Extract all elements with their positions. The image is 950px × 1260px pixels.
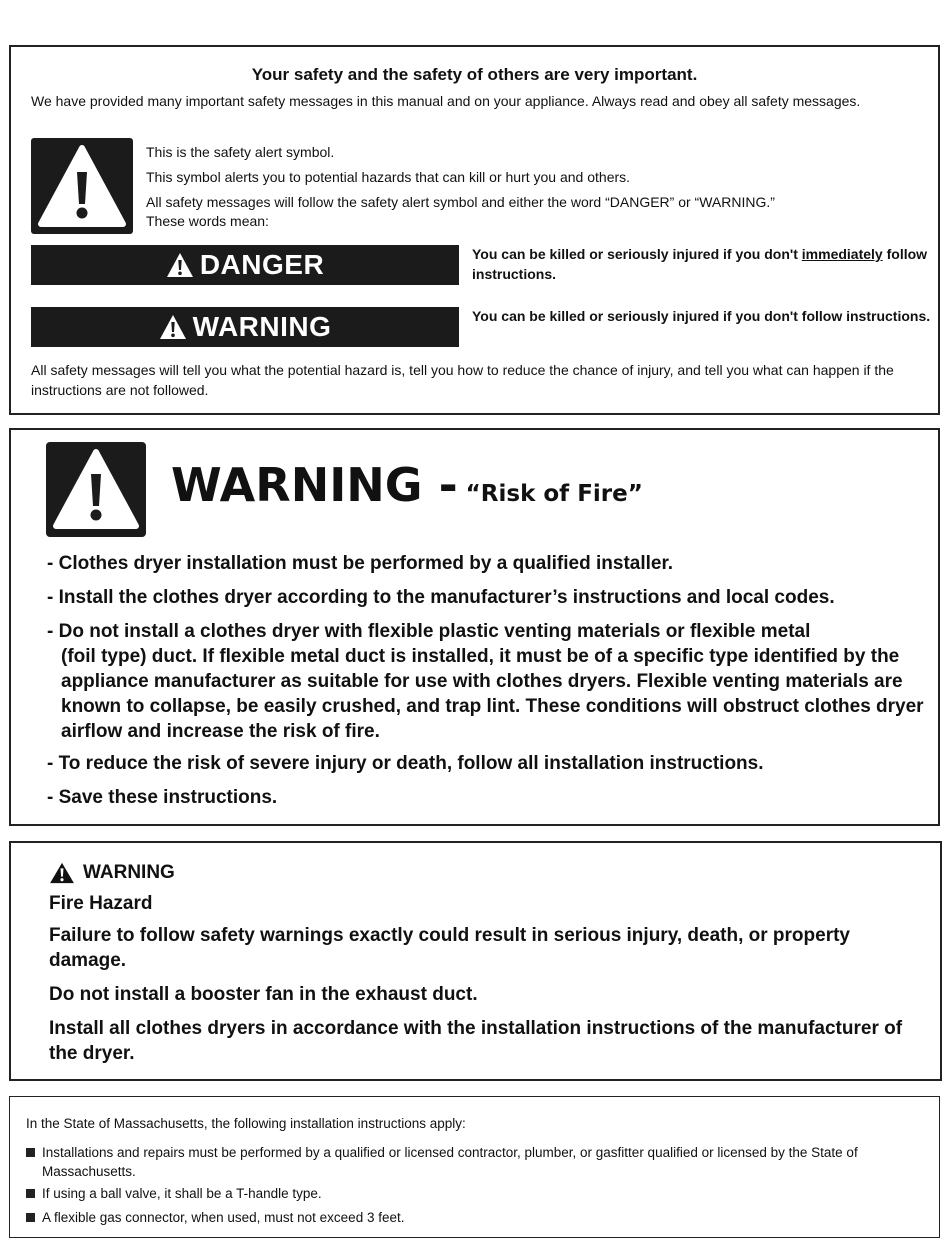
item-text: - Clothes dryer installation must be performed by a qualified installer.	[47, 553, 674, 574]
massachusetts-panel	[9, 1096, 940, 1238]
warning-triangle-icon	[46, 442, 146, 537]
fire-warning-item	[47, 785, 927, 810]
fire-warning-item	[47, 619, 927, 744]
danger-desc-emphasis: immediately	[801, 246, 883, 262]
fire-warning-subtitle: “Risk of Fire”	[465, 481, 643, 507]
fire-warning-heading	[171, 458, 643, 512]
item-text: - Do not install a clothes dryer with flexible plastic venting materials or flexible metal	[47, 621, 811, 642]
massachusetts-list-item	[26, 1208, 916, 1227]
safety-intro-panel	[9, 45, 940, 415]
massachusetts-list-item	[26, 1184, 916, 1203]
item-text-continued: (foil type) duct. If flexible metal duct is installed, it must be of a specific type identified by the appliance manufacturer as suitable for use with clothes dryers. Flexible venting materials are known to collapse, be easily crushed, and trap lint. These conditions will obstruct clothes dryer airflow and increase the risk of fire.	[61, 646, 924, 742]
danger-desc-end: follow instructions.	[472, 246, 928, 282]
massachusetts-list-item	[26, 1143, 916, 1181]
risk-of-fire-panel	[9, 428, 940, 826]
fire-hazard-title: Fire Hazard	[49, 893, 153, 914]
massachusetts-intro: In the State of Massachusetts, the following installation instructions apply:	[26, 1116, 466, 1131]
warning-triangle-icon	[49, 862, 75, 884]
list-item-text: If using a ball valve, it shall be a T-handle type.	[42, 1186, 322, 1201]
safety-title: Your safety and the safety of others are very important.	[251, 65, 698, 84]
fire-hazard-line: Install all clothes dryers in accordance with the installation instructions of the manufacturer of the dryer.	[49, 1018, 903, 1064]
safety-intro-text: We have provided many important safety messages in this manual and on your appliance. Always read and obey all safety messages.	[31, 93, 861, 109]
warning-label: WARNING	[192, 311, 332, 342]
safety-footer-text: All safety messages will tell you what the potential hazard is, tell you how to reduce the chance of injury, and tell you what can happen if the instructions are not followed.	[31, 362, 894, 398]
fire-hazard-line: Failure to follow safety warnings exactly could result in serious injury, death, or property damage.	[49, 925, 850, 971]
warning-bar	[31, 307, 459, 347]
danger-label: DANGER	[199, 249, 325, 280]
danger-description	[472, 244, 942, 284]
warning-description: You can be killed or seriously injured if you don't follow instructions.	[472, 308, 931, 324]
symbol-line-3: All safety messages will follow the safety alert symbol and either the word “DANGER” or “WARNING.”	[146, 194, 775, 210]
fire-hazard-warning	[49, 860, 909, 885]
danger-desc-start: You can be killed or seriously injured if you don't	[472, 246, 802, 262]
item-text: - To reduce the risk of severe injury or death, follow all installation instructions.	[47, 753, 764, 774]
symbol-line-4: These words mean:	[146, 213, 269, 229]
fire-hazard-line: Do not install a booster fan in the exhaust duct.	[49, 984, 478, 1005]
item-text: - Install the clothes dryer according to the manufacturer’s instructions and local codes.	[47, 587, 835, 608]
safety-alert-symbol-icon	[31, 138, 133, 234]
list-item-text: A flexible gas connector, when used, must not exceed 3 feet.	[42, 1210, 405, 1225]
warning-triangle-icon	[166, 252, 194, 278]
symbol-line-2: This symbol alerts you to potential hazards that can kill or hurt you and others.	[146, 169, 631, 185]
fire-hazard-panel	[9, 841, 942, 1081]
square-bullet-icon	[26, 1148, 35, 1157]
list-item-text: Installations and repairs must be performed by a qualified or licensed contractor, plumber, or gasfitter qualified or licensed by the State of Massachusetts.	[42, 1145, 858, 1179]
fire-warning-item	[47, 751, 927, 776]
item-text: - Save these instructions.	[47, 787, 278, 808]
symbol-line-1: This is the safety alert symbol.	[146, 144, 335, 160]
fire-hazard-warning-label: WARNING	[83, 862, 175, 883]
fire-warning-title: WARNING -	[171, 458, 458, 512]
square-bullet-icon	[26, 1213, 35, 1222]
danger-bar	[31, 245, 459, 285]
square-bullet-icon	[26, 1189, 35, 1198]
warning-triangle-icon	[159, 314, 187, 340]
fire-warning-item	[47, 551, 927, 576]
fire-warning-item	[47, 585, 927, 610]
